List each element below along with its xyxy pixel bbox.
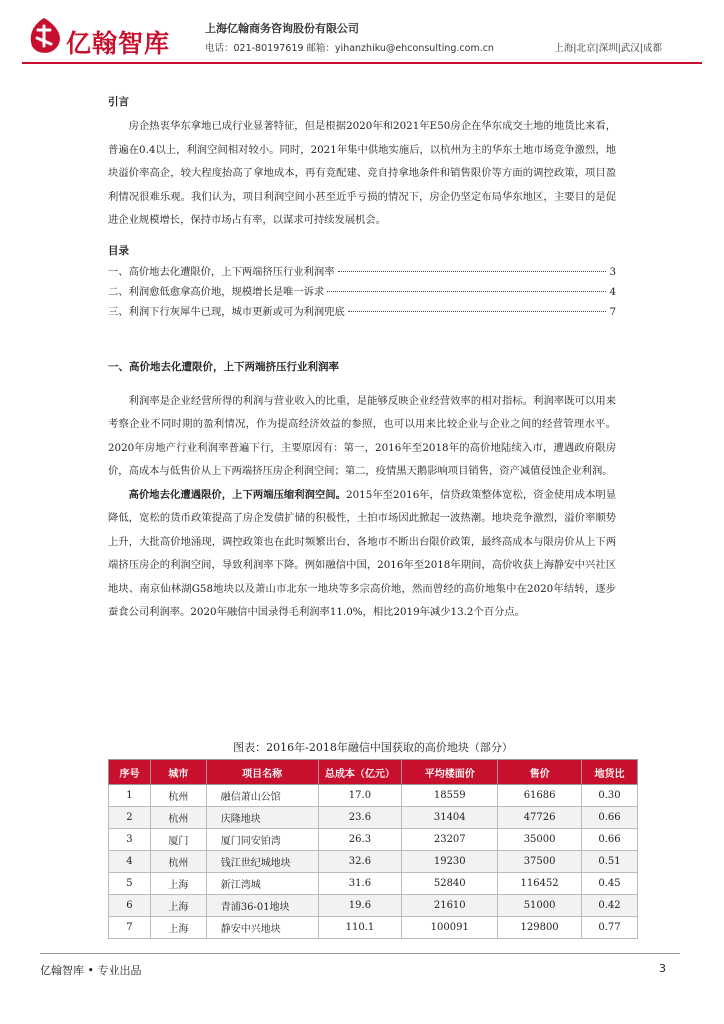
col-header-project: 项目名称	[206, 760, 318, 785]
header-divider	[22, 62, 702, 64]
cell-index: 1	[109, 785, 151, 807]
toc-item-label: 二、利润愈低愈拿高价地，规模增长是唯一诉求	[108, 285, 325, 298]
cell-floor-price: 18559	[402, 785, 498, 807]
toc-item[interactable]	[108, 262, 616, 282]
cell-total-cost: 32.6	[318, 851, 402, 873]
table-row	[109, 829, 638, 851]
table-caption: 图表：2016年-2018年融信中国获取的高价地块（部分）	[233, 741, 513, 754]
cell-index: 6	[109, 895, 151, 917]
cell-ratio: 0.30	[582, 785, 638, 807]
intro-paragraph: 房企热衷华东拿地已成行业显著特征，但是根据2020年和2021年E50房企在华东成交土地的地货比来看，普遍在0.4以上，利润空间相对较小。同时，2021年集中供地实施后，以杭州为主的华东土地市场竞争激烈，地块溢价率高企，较大程度抬高了拿地成本，再有竞配建、竞自持拿地条件和销售限价等方面的调控政策，项目盈利情况很难乐观。我们认为，项目利润空间小甚至近乎亏损的情况下，房企仍坚定布局华东地区，主要目的是促进企业规模增长，保持市场占有率，以谋求可持续发展机会。	[108, 120, 616, 226]
cell-floor-price: 31404	[402, 807, 498, 829]
cell-project: 融信萧山公馆	[206, 785, 318, 807]
section1-heading: 一、高价地去化遭限价，上下两端挤压行业利润率	[108, 360, 339, 373]
land-parcel-table	[108, 759, 638, 939]
cell-floor-price: 100091	[402, 917, 498, 939]
cell-sale-price: 61686	[498, 785, 582, 807]
section1-paragraph-1: 利润率是企业经营所得的利润与营业收入的比重，是能够反映企业经营效率的相对指标。利润率既可以用来考察企业不同时期的盈利情况，作为提高经济效益的参照，也可以用来比较企业与企业之间的经营管理水平。2020年房地产行业利润率普遍下行，主要原因有：第一，2016年至2018年的高价地陆续入市，遭遇政府限房价，高成本与低售价从上下两端挤压房企利润空间；第二，疫情黑天鹅影响项目销售，资产减值侵蚀企业利润。	[108, 394, 616, 477]
toc-heading: 目录	[108, 244, 129, 257]
page-number: 3	[659, 962, 666, 975]
cell-project: 青浦36-01地块	[206, 895, 318, 917]
table-header-row	[109, 760, 638, 785]
cell-floor-price: 21610	[402, 895, 498, 917]
cell-sale-price: 37500	[498, 851, 582, 873]
toc-dot-leader	[348, 311, 607, 312]
cell-total-cost: 110.1	[318, 917, 402, 939]
toc-item-page: 4	[609, 285, 616, 298]
cell-floor-price: 19230	[402, 851, 498, 873]
cell-index: 4	[109, 851, 151, 873]
cell-project: 庆隆地块	[206, 807, 318, 829]
cell-city: 杭州	[150, 851, 206, 873]
cell-total-cost: 31.6	[318, 873, 402, 895]
cell-city: 上海	[150, 873, 206, 895]
cell-city: 杭州	[150, 807, 206, 829]
cell-sale-price: 35000	[498, 829, 582, 851]
cell-project: 静安中兴地块	[206, 917, 318, 939]
cell-index: 3	[109, 829, 151, 851]
cell-total-cost: 17.0	[318, 785, 402, 807]
page-header	[0, 0, 724, 70]
table-row	[109, 851, 638, 873]
cell-sale-price: 116452	[498, 873, 582, 895]
cell-city: 厦门	[150, 829, 206, 851]
table-row	[109, 873, 638, 895]
toc-dot-leader	[327, 291, 606, 292]
table-row	[109, 785, 638, 807]
toc-list	[108, 262, 616, 322]
cell-ratio: 0.66	[582, 829, 638, 851]
main-content	[108, 88, 616, 625]
table-row	[109, 807, 638, 829]
cell-index: 2	[109, 807, 151, 829]
company-name: 上海亿翰商务咨询股份有限公司	[205, 22, 359, 35]
cell-ratio: 0.42	[582, 895, 638, 917]
cell-index: 5	[109, 873, 151, 895]
company-contact: 电话：021-80197619 邮箱：yihanzhiku@ehconsulting.com.cn	[205, 43, 494, 54]
cell-total-cost: 19.6	[318, 895, 402, 917]
paragraph-body: 2015年至2016年，信贷政策整体宽松，资金使用成本明显降低，宽松的货币政策提高了房企发债扩储的积极性，土拍市场因此掀起一波热潮。地块竞争激烈，溢价率顺势上升，大批高价地涌现，调控政策也在此时频繁出台，各地市不断出台限价政策，最终高成本与限房价从上下两端挤压房企的利润空间，导致利润率下降。例如融信中国，2016年至2018年期间，高价收获上海静安中兴社区地块、南京仙林湖G58地块以及萧山市北东一地块等多宗高价地，然而曾经的高价地集中在2020年结转，逐步蚕食公司利润率。2020年融信中国录得毛利润率11.0%，相比2019年减少13.2个百分点。	[108, 488, 616, 618]
toc-item-label: 三、利润下行灰犀牛已现，城市更新或可为利润兜底	[108, 305, 345, 318]
col-header-floor-price: 平均楼面价	[402, 760, 498, 785]
brand-name: 亿翰智库	[66, 29, 171, 58]
cell-sale-price: 51000	[498, 895, 582, 917]
col-header-index: 序号	[109, 760, 151, 785]
cell-index: 7	[109, 917, 151, 939]
cell-ratio: 0.77	[582, 917, 638, 939]
cell-ratio: 0.66	[582, 807, 638, 829]
col-header-land-price-ratio: 地货比	[582, 760, 638, 785]
cell-city: 上海	[150, 917, 206, 939]
cell-total-cost: 23.6	[318, 807, 402, 829]
toc-dot-leader	[338, 271, 607, 272]
cell-project: 钱江世纪城地块	[206, 851, 318, 873]
toc-item[interactable]	[108, 282, 616, 302]
table-row	[109, 895, 638, 917]
brand-logo-icon	[24, 16, 64, 56]
toc-item-page: 7	[609, 305, 616, 318]
cell-sale-price: 129800	[498, 917, 582, 939]
col-header-total-cost: 总成本（亿元）	[318, 760, 402, 785]
cell-project: 厦门同安铂湾	[206, 829, 318, 851]
cell-floor-price: 52840	[402, 873, 498, 895]
col-header-sale-price: 售价	[498, 760, 582, 785]
cell-city: 上海	[150, 895, 206, 917]
section1-paragraph-2	[108, 484, 616, 625]
toc-item-page: 3	[609, 265, 616, 278]
cell-ratio: 0.45	[582, 873, 638, 895]
footer-text: 亿翰智库 • 专业出品	[40, 964, 142, 977]
cell-project: 新江湾城	[206, 873, 318, 895]
footer-divider	[40, 953, 680, 954]
cell-sale-price: 47726	[498, 807, 582, 829]
col-header-city: 城市	[150, 760, 206, 785]
cell-floor-price: 23207	[402, 829, 498, 851]
toc-item[interactable]	[108, 302, 616, 322]
cell-city: 杭州	[150, 785, 206, 807]
table-row	[109, 917, 638, 939]
office-cities: 上海|北京|深圳|武汉|成都	[554, 43, 662, 54]
cell-ratio: 0.51	[582, 851, 638, 873]
intro-heading: 引言	[108, 96, 129, 108]
cell-total-cost: 26.3	[318, 829, 402, 851]
toc-item-label: 一、高价地去化遭限价，上下两端挤压行业利润率	[108, 265, 335, 278]
paragraph-lead-sentence: 高价地去化遭遇限价，上下两端压缩利润空间。	[128, 488, 347, 501]
